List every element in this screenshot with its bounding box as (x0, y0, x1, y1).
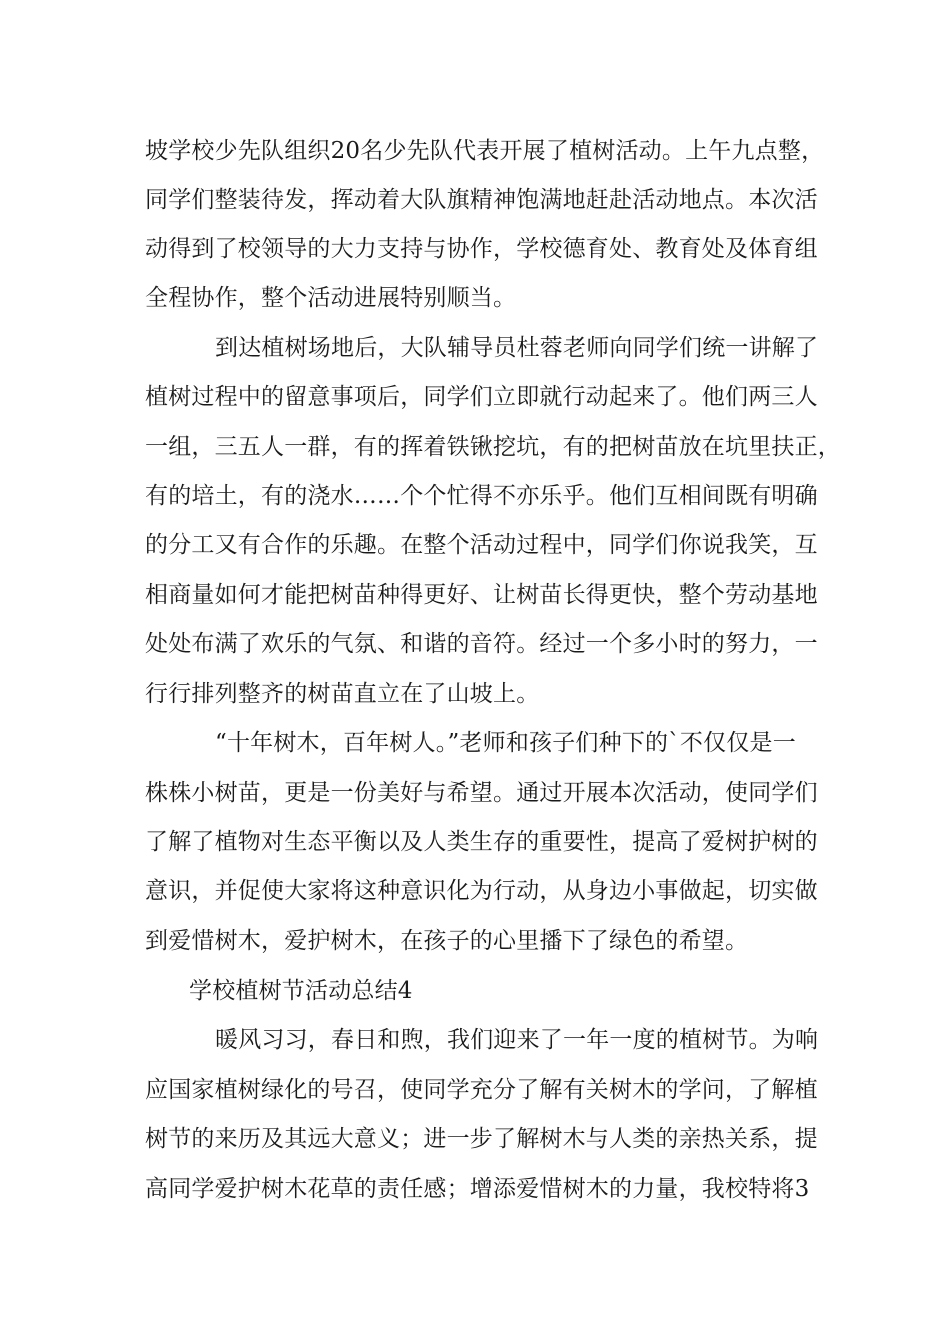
text-line: 植树过程中的留意事项后，同学们立即就行动起来了。他们两三人 (145, 384, 818, 410)
text-line: 到爱惜树木，爱护树木，在孩子的心里播下了绿色的希望。 (145, 928, 749, 954)
section-heading: 学校植树节活动总结4 (189, 978, 413, 1004)
text-line: 行行排列整齐的树苗直立在了山坡上。 (145, 681, 540, 707)
text-line: 应国家植树绿化的号召，使同学充分了解有关树木的学问，了解植 (145, 1077, 818, 1103)
text-line: 有的培土，有的浇水……个个忙得不亦乐乎。他们互相间既有明确 (145, 483, 818, 509)
text-line: 动得到了校领导的大力支持与协作，学校德育处、教育处及体育组 (145, 236, 818, 262)
text-line: 坡学校少先队组织20名少先队代表开展了植树活动。上午九点整， (145, 138, 825, 164)
text-line: 的分工又有合作的乐趣。在整个活动过程中，同学们你说我笑，互 (145, 532, 818, 558)
text-line: 处处布满了欢乐的气氛、和谐的音符。经过一个多小时的努力，一 (145, 631, 818, 657)
paragraph-first-line: “十年树木，百年树人。”老师和孩子们种下的`不仅仅是一 (215, 730, 796, 756)
paragraph-first-line: 到达植树场地后，大队辅导员杜蓉老师向同学们统一讲解了 (215, 335, 819, 361)
text-line: 了解了植物对生态平衡以及人类生存的重要性，提高了爱树护树的 (145, 829, 818, 855)
text-line: 高同学爱护树木花草的责任感；增添爱惜树木的力量，我校特将3 (145, 1176, 810, 1202)
text-line: 一组，三五人一群，有的挥着铁锹挖坑，有的把树苗放在坑里扶正， (145, 434, 841, 460)
text-line: 树节的来历及其远大意义；进一步了解树木与人类的亲热关系，提 (145, 1126, 818, 1152)
text-line: 株株小树苗，更是一份美好与希望。通过开展本次活动，使同学们 (145, 780, 818, 806)
text-line: 全程协作，整个活动进展特别顺当。 (145, 285, 517, 311)
text-line: 相商量如何才能把树苗种得更好、让树苗长得更快，整个劳动基地 (145, 582, 818, 608)
paragraph-first-line: 暖风习习，春日和煦，我们迎来了一年一度的植树节。为响 (215, 1027, 819, 1053)
text-line: 意识，并促使大家将这种意识化为行动，从身边小事做起，切实做 (145, 878, 818, 904)
text-line: 同学们整装待发，挥动着大队旗精神饱满地赶赴活动地点。本次活 (145, 187, 818, 213)
